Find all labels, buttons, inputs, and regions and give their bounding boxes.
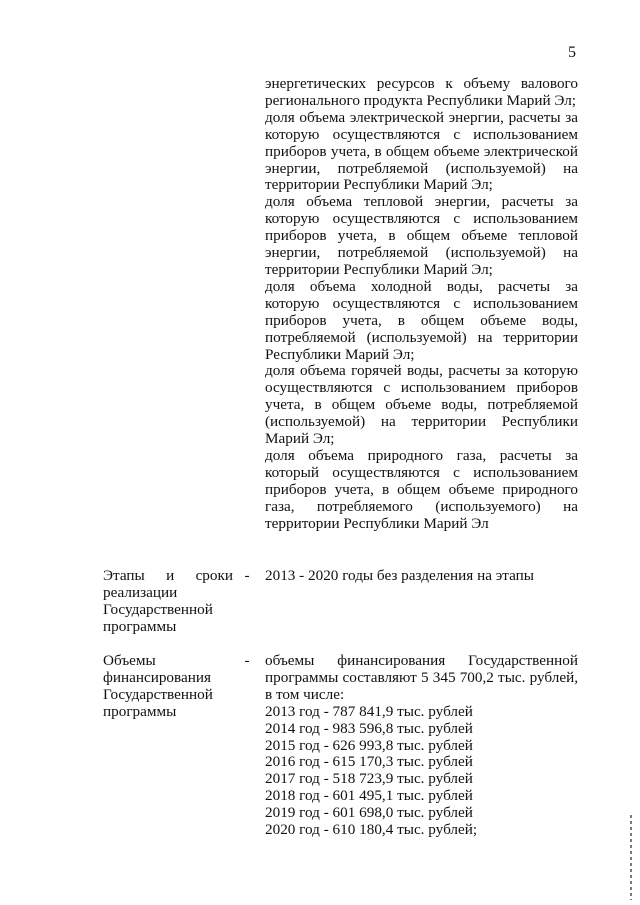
indicator-item: энергетических ресурсов к объему валового регионального продукта Республики Марий Эл; — [265, 75, 578, 109]
financing-label-line: финансирования — [103, 668, 211, 686]
stages-label-word: Этапы — [103, 567, 145, 584]
indicator-item: доля объема холодной воды, расчеты за которую осуществляются с использованием приборов учета, в общем объеме воды, потребляемой (используемой) на территории Республики Марий Эл; — [265, 277, 578, 363]
financing-label-line: Объемы — [103, 652, 156, 669]
indicators-list — [265, 76, 578, 532]
indicator-item: доля объема электрической энергии, расчеты за которую осуществляются с использованием приборов учета, в общем объеме электрической энергии, потребляемой (используемой) на территории Республики Марий Эл; — [265, 108, 578, 194]
stages-label-line: программы — [103, 617, 177, 635]
financing-year: 2019 год - 601 698,0 тыс. рублей — [265, 804, 473, 822]
financing-label-line: программы — [103, 702, 177, 720]
stages-label-word: сроки — [195, 567, 233, 584]
stages-label-line: реализации — [103, 583, 178, 601]
page-number: 5 — [568, 44, 576, 61]
financing-value — [265, 653, 578, 839]
financing-dash: - — [244, 652, 250, 669]
stages-label-word: и — [166, 567, 175, 584]
financing-year: 2018 год - 601 495,1 тыс. рублей — [265, 787, 473, 805]
stages-value: 2013 - 2020 годы без разделения на этапы — [265, 567, 534, 584]
financing-year: 2013 год - 787 841,9 тыс. рублей — [265, 702, 473, 720]
financing-year: 2015 год - 626 993,8 тыс. рублей — [265, 736, 473, 754]
financing-year: 2014 год - 983 596,8 тыс. рублей — [265, 719, 473, 737]
financing-year: 2017 год - 518 723,9 тыс. рублей — [265, 770, 473, 788]
financing-label-line: Государственной — [103, 685, 213, 703]
financing-intro: объемы финансирования Государственной программы составляют 5 345 700,2 тыс. рублей, в том числе: — [265, 652, 578, 703]
financing-year: 2016 год - 615 170,3 тыс. рублей — [265, 753, 473, 771]
stages-label — [103, 568, 233, 636]
scan-margin-mark — [630, 815, 632, 900]
stages-dash: - — [244, 567, 250, 584]
indicator-item: доля объема природного газа, расчеты за который осуществляются с использованием приборов учета, в общем объеме природного газа, потребляемого (используемого) на территории Республики Марий Эл — [265, 446, 578, 532]
stages-label-line: Государственной — [103, 600, 213, 618]
financing-year: 2020 год - 610 180,4 тыс. рублей; — [265, 821, 478, 839]
financing-label — [103, 653, 233, 721]
indicator-item: доля объема тепловой энергии, расчеты за которую осуществляются с использованием приборов учета, в общем объеме тепловой энергии, потребляемой (используемой) на территории Республики Марий Эл; — [265, 193, 578, 278]
indicator-item: доля объема горячей воды, расчеты за которую осуществляются с использованием приборов учета, в общем объеме воды, потребляемой (используемой) на территории Республики Марий Эл; — [265, 362, 578, 448]
